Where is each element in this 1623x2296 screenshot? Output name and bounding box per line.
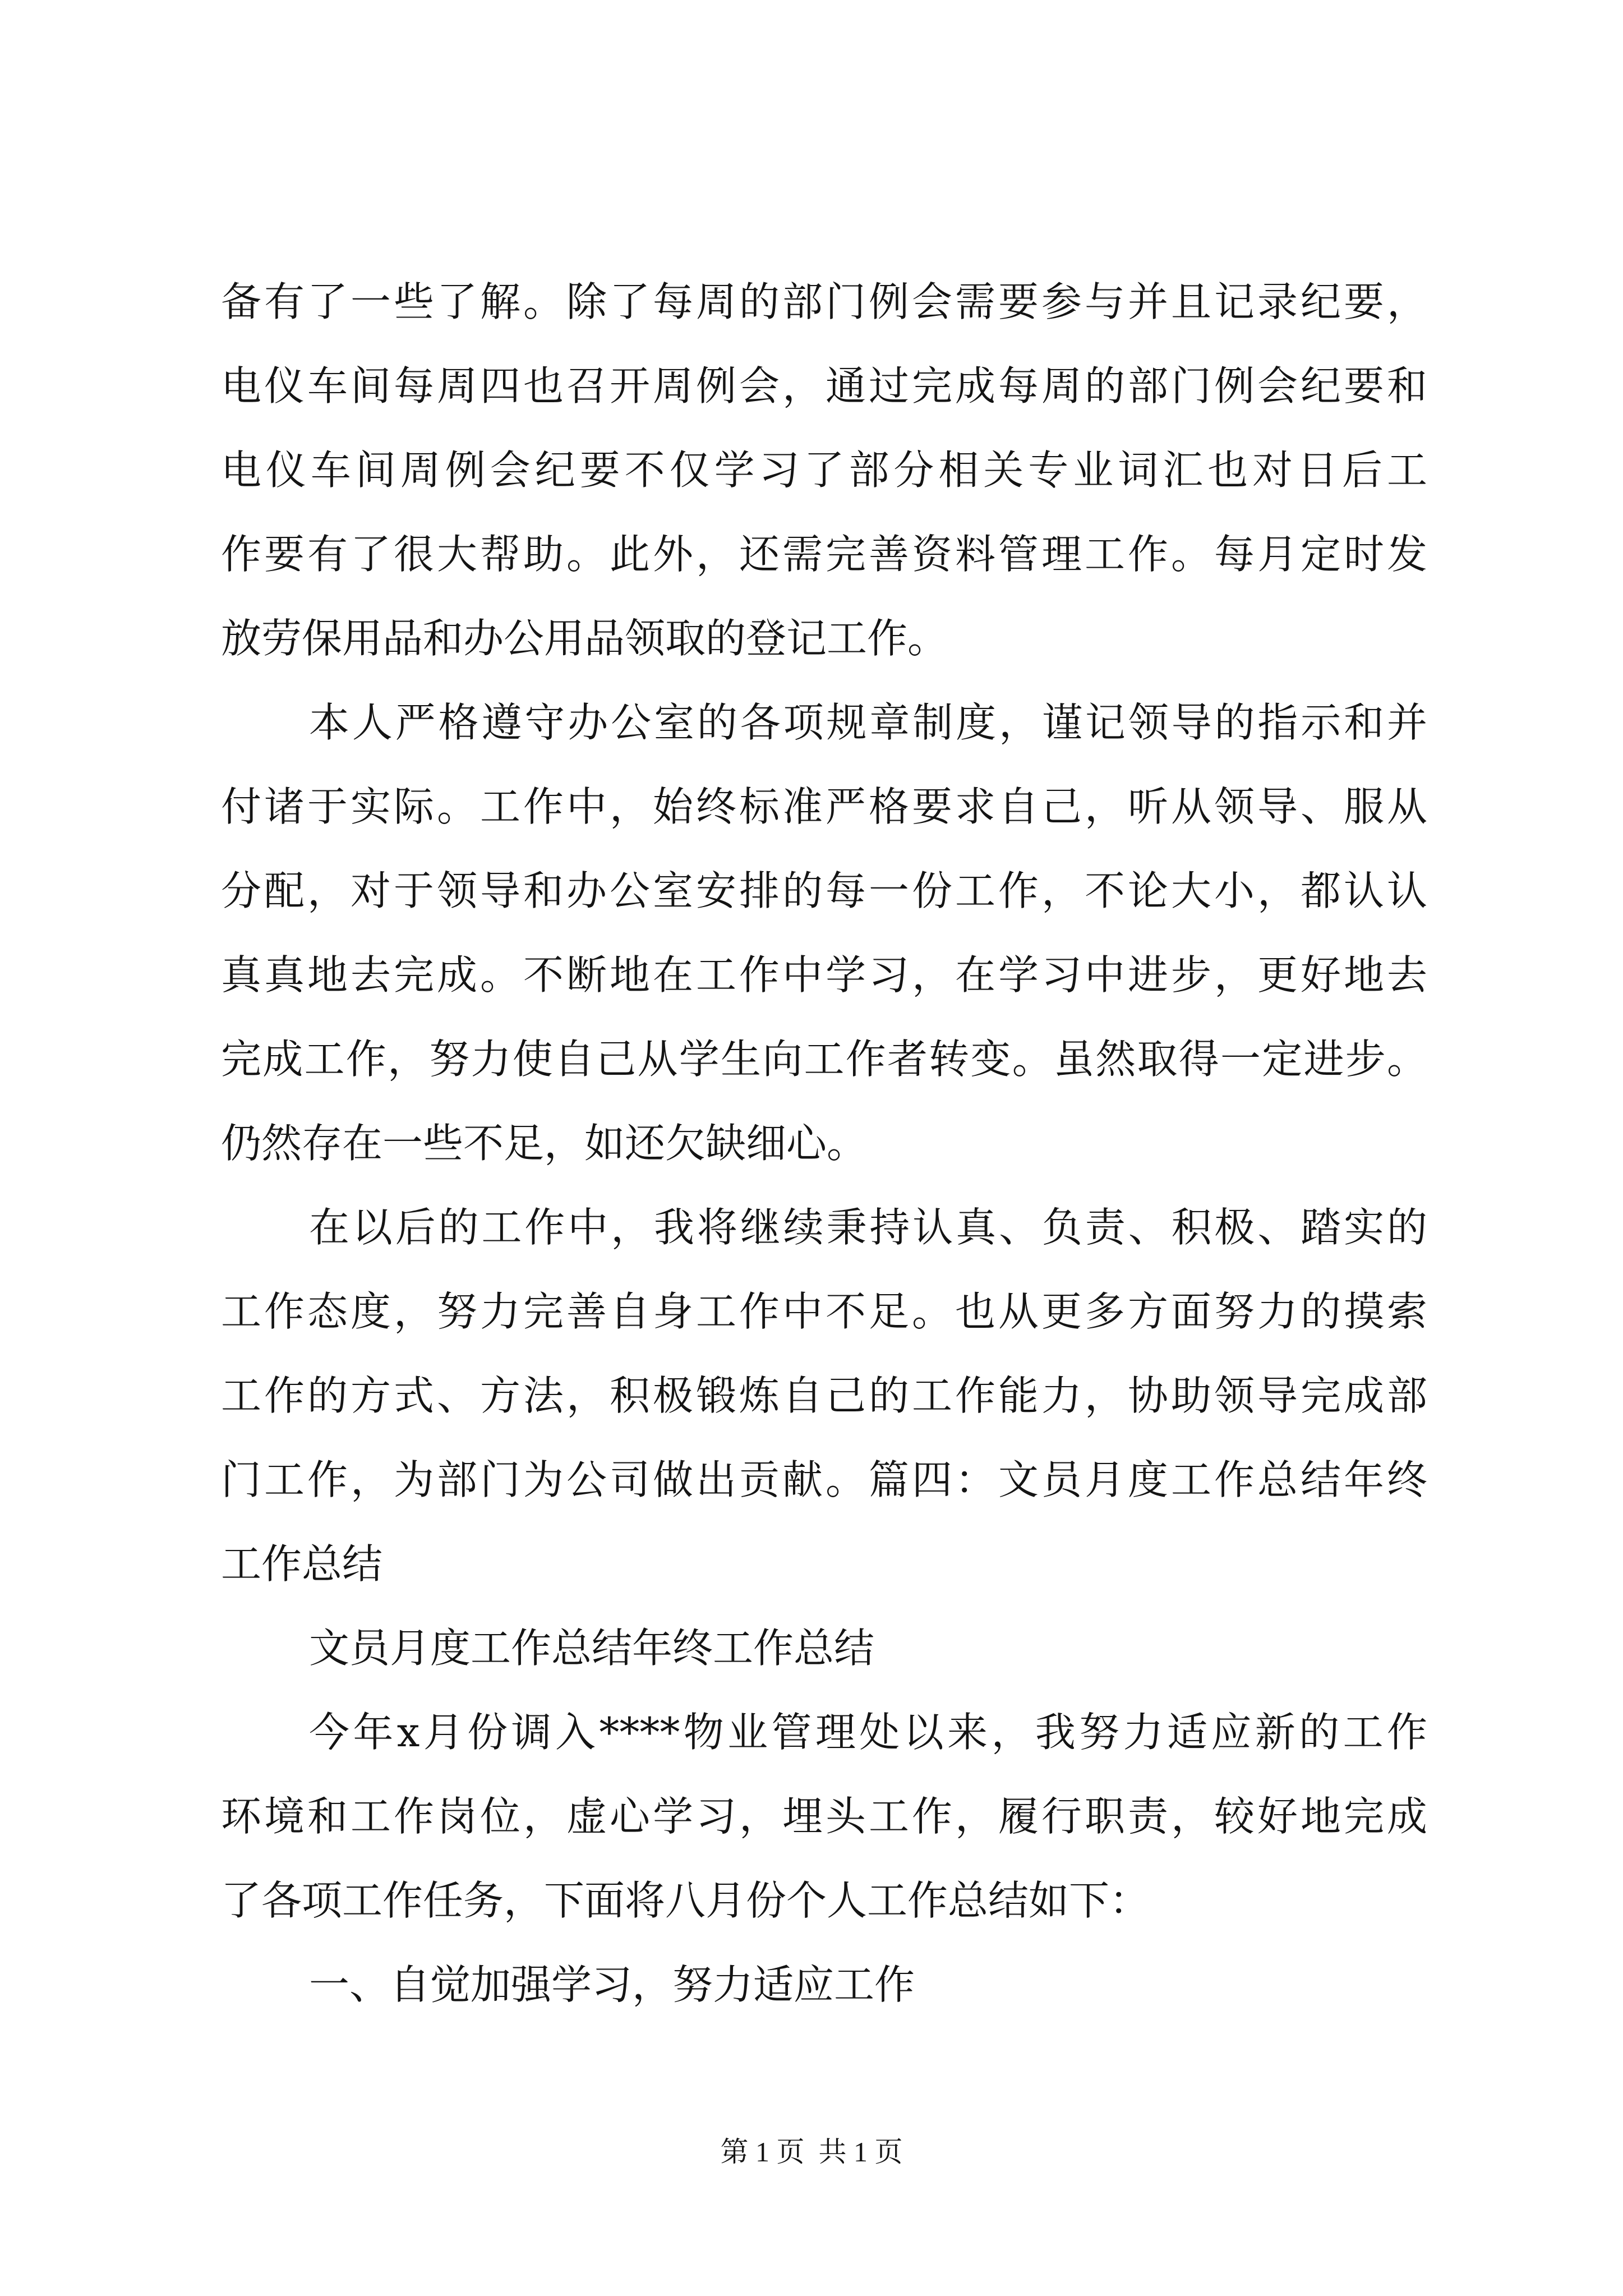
text-line: 分配，对于领导和办公室安排的每一份工作，不论大小，都认认 xyxy=(221,867,1427,914)
text-line: 了各项工作任务，下面将八月份个人工作总结如下： xyxy=(221,1877,1150,1924)
text-line: 备有了一些了解。除了每周的部门例会需要参与并且记录纪要， xyxy=(221,278,1427,325)
text-line: 真真地去完成。不断地在工作中学习，在学习中进步，更好地去 xyxy=(221,951,1427,999)
paragraph xyxy=(221,1185,1427,1606)
document-body xyxy=(221,260,1427,2027)
text-line: 电仪车间每周四也召开周例会，通过完成每周的部门例会纪要和 xyxy=(221,362,1427,409)
text-line: 工作的方式、方法，积极锻炼自己的工作能力，协助领导完成部 xyxy=(221,1372,1427,1419)
text-line: 仍然存在一些不足，如还欠缺细心。 xyxy=(221,1120,868,1167)
text-line: 工作总结 xyxy=(221,1540,383,1588)
text-line: 一、自觉加强学习，努力适应工作 xyxy=(309,1961,915,2008)
paragraph xyxy=(221,680,1427,1185)
text-line: 放劳保用品和办公用品领取的登记工作。 xyxy=(221,615,948,662)
text-line: 本人严格遵守办公室的各项规章制度，谨记领导的指示和并 xyxy=(309,699,1427,746)
text-line: 文员月度工作总结年终工作总结 xyxy=(309,1625,875,1672)
text-line: 在以后的工作中，我将继续秉持认真、负责、积极、踏实的 xyxy=(309,1204,1427,1251)
text-line: 电仪车间周例会纪要不仅学习了部分相关专业词汇也对日后工 xyxy=(221,447,1427,494)
subsection-heading xyxy=(221,1943,1427,2027)
text-line: 付诸于实际。工作中，始终标准严格要求自己，听从领导、服从 xyxy=(221,783,1427,830)
text-line: 今年x月份调入****物业管理处以来，我努力适应新的工作 xyxy=(309,1709,1427,1756)
text-line: 完成工作，努力使自己从学生向工作者转变。虽然取得一定进步。 xyxy=(221,1036,1427,1083)
paragraph xyxy=(221,260,1427,680)
text-line: 环境和工作岗位，虚心学习，埋头工作，履行职责，较好地完成 xyxy=(221,1793,1427,1840)
page-number-footer: 第 1 页 共 1 页 xyxy=(720,2136,903,2168)
section-heading xyxy=(221,1606,1427,1690)
text-line: 作要有了很大帮助。此外，还需完善资料管理工作。每月定时发 xyxy=(221,531,1427,578)
text-line: 工作态度，努力完善自身工作中不足。也从更多方面努力的摸索 xyxy=(221,1288,1427,1335)
text-line: 门工作，为部门为公司做出贡献。篇四：文员月度工作总结年终 xyxy=(221,1456,1427,1503)
paragraph xyxy=(221,1690,1427,1943)
